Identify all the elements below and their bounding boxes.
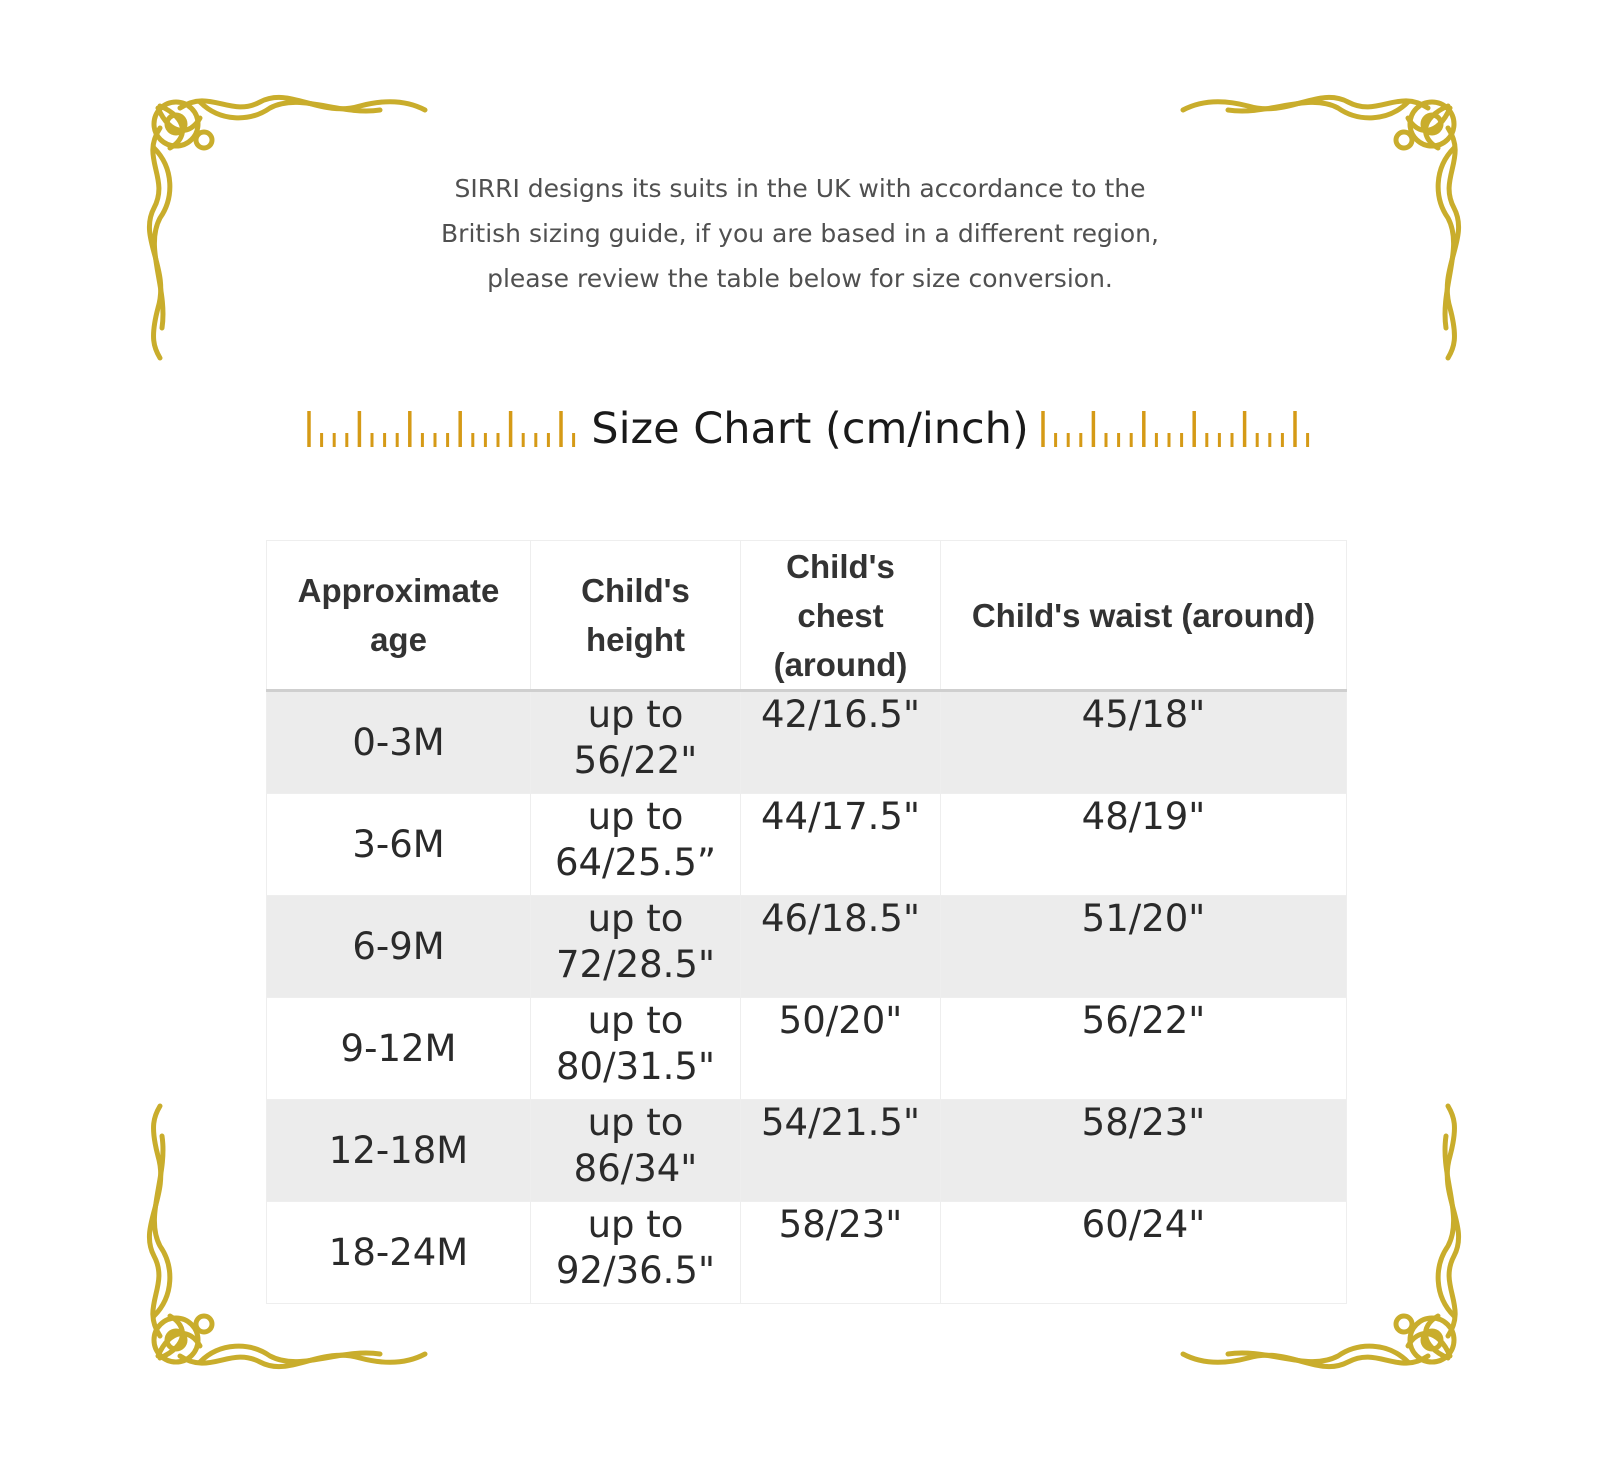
header-childs-waist: Child's waist (around) [941, 541, 1347, 691]
intro-line: SIRRI designs its suits in the UK with accordance to the [454, 174, 1146, 203]
height-prefix: up to [587, 999, 684, 1042]
ruler-right-decoration [1039, 409, 1315, 449]
height-prefix: up to [587, 897, 684, 940]
chest-cell: 46/18.5" [741, 896, 941, 998]
waist-cell: 45/18" [941, 691, 1347, 794]
table-row [267, 1202, 1347, 1304]
header-childs-chest: Child's chest (around) [741, 541, 941, 691]
age-cell: 18-24M [267, 1202, 531, 1304]
ruler-left-decoration [305, 409, 581, 449]
height-cell [531, 1100, 741, 1202]
size-table [266, 540, 1347, 1304]
intro-line: British sizing guide, if you are based in a different region, [441, 219, 1159, 248]
age-cell: 12-18M [267, 1100, 531, 1202]
height-value: 86/34" [573, 1147, 698, 1190]
height-cell [531, 794, 741, 896]
waist-cell: 60/24" [941, 1202, 1347, 1304]
size-chart-heading [300, 400, 1320, 458]
table-header-row [267, 541, 1347, 691]
age-cell: 6-9M [267, 896, 531, 998]
chest-cell: 54/21.5" [741, 1100, 941, 1202]
page-title: Size Chart (cm/inch) [591, 404, 1029, 454]
waist-cell: 56/22" [941, 998, 1347, 1100]
height-value: 64/25.5” [554, 841, 717, 884]
waist-cell: 51/20" [941, 896, 1347, 998]
chest-cell: 50/20" [741, 998, 941, 1100]
intro-text [380, 166, 1220, 301]
table-row [267, 1100, 1347, 1202]
table-row [267, 998, 1347, 1100]
height-cell [531, 998, 741, 1100]
height-prefix: up to [587, 1101, 684, 1144]
table-row [267, 896, 1347, 998]
waist-cell: 48/19" [941, 794, 1347, 896]
age-cell: 3-6M [267, 794, 531, 896]
table-row [267, 794, 1347, 896]
chest-cell: 58/23" [741, 1202, 941, 1304]
header-childs-height: Child's height [531, 541, 741, 691]
intro-line: please review the table below for size conversion. [487, 264, 1113, 293]
header-approximate-age: Approximate age [267, 541, 531, 691]
height-cell [531, 1202, 741, 1304]
height-cell [531, 896, 741, 998]
chest-cell: 42/16.5" [741, 691, 941, 794]
waist-cell: 58/23" [941, 1100, 1347, 1202]
height-value: 80/31.5" [556, 1045, 715, 1088]
height-value: 72/28.5" [556, 943, 715, 986]
chest-cell: 44/17.5" [741, 794, 941, 896]
height-value: 56/22" [573, 739, 698, 782]
height-value: 92/36.5" [556, 1249, 715, 1292]
height-prefix: up to [587, 795, 684, 838]
height-cell [531, 691, 741, 794]
height-prefix: up to [587, 693, 684, 736]
age-cell: 9-12M [267, 998, 531, 1100]
height-prefix: up to [587, 1203, 684, 1246]
table-row [267, 691, 1347, 794]
age-cell: 0-3M [267, 691, 531, 794]
